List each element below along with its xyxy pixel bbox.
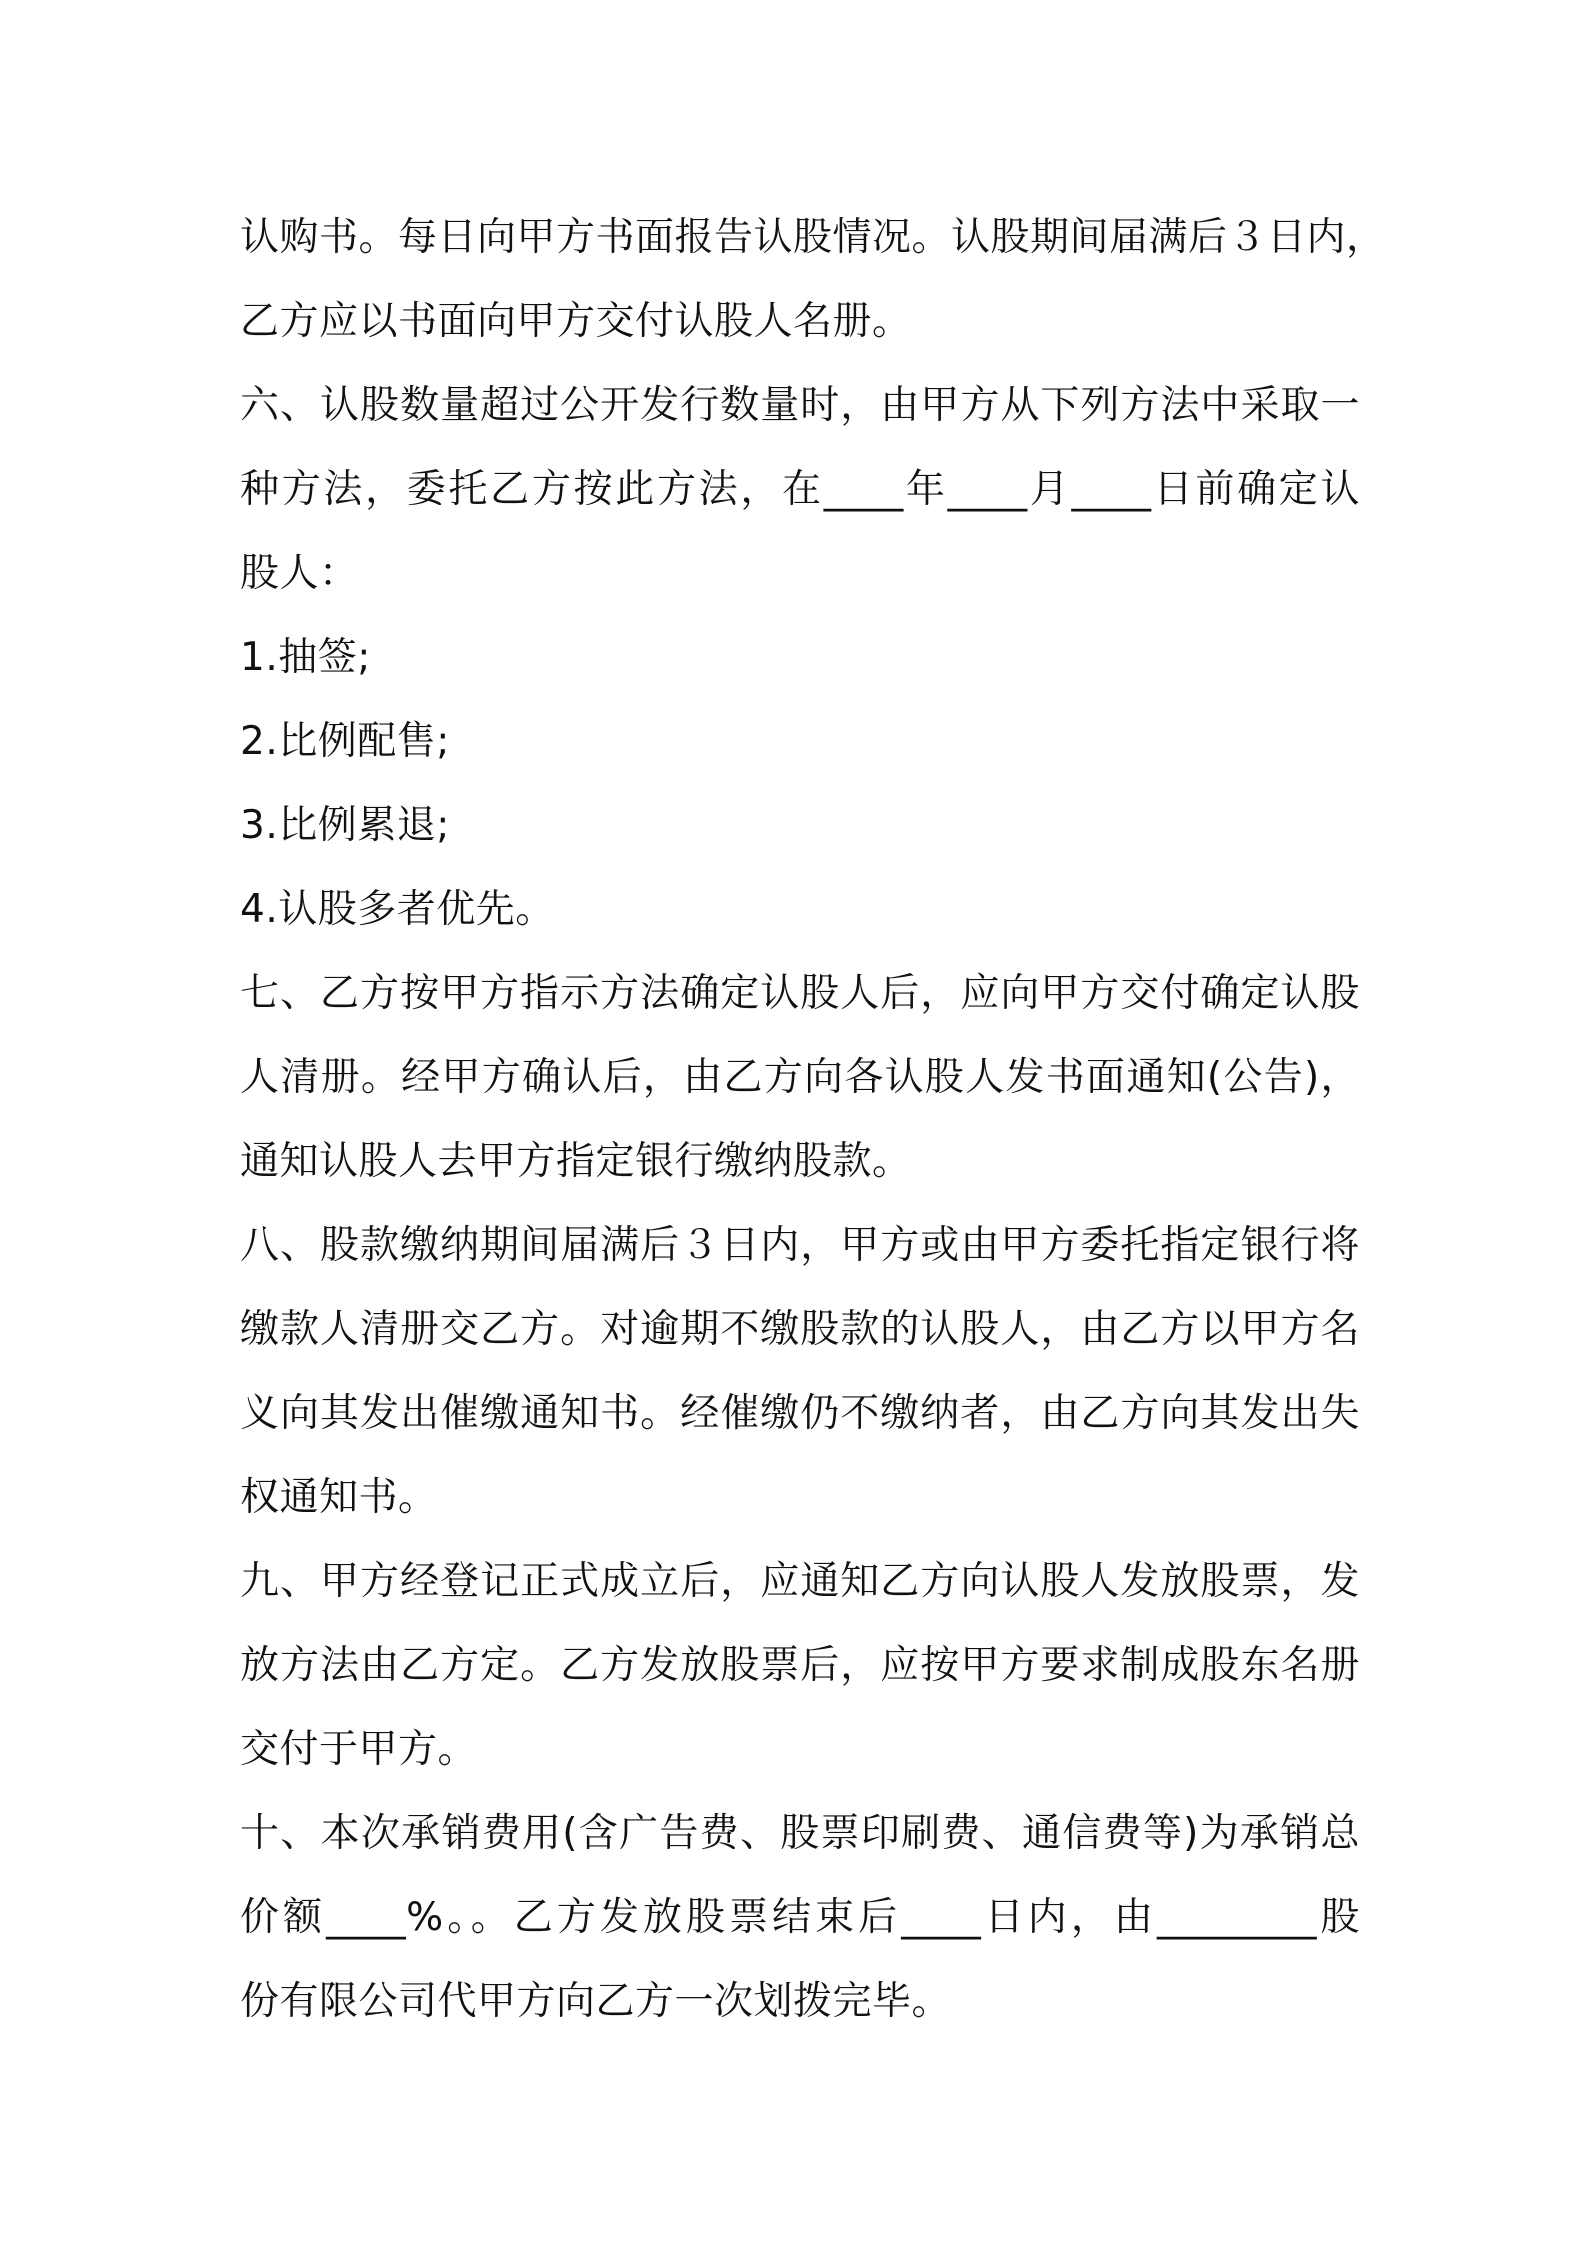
text-line: 人清册。经甲方确认后，由乙方向各认股人发书面通知(公告)，	[240, 1055, 1360, 1100]
text-line: 交付于甲方。	[240, 1727, 478, 1772]
text-line: 义向其发出催缴通知书。经催缴仍不缴纳者，由乙方向其发出失	[240, 1391, 1360, 1436]
text-line: 七、乙方按甲方指示方法确定认股人后，应向甲方交付确定认股	[240, 971, 1360, 1016]
text-line: 价额____%。。乙方发放股票结束后____日内，由________股	[240, 1895, 1360, 1940]
text-line: 股人：	[240, 551, 359, 596]
text-line: 认购书。每日向甲方书面报告认股情况。认股期间届满后３日内，	[240, 215, 1386, 260]
text-line: 份有限公司代甲方向乙方一次划拨完毕。	[240, 1979, 952, 2024]
text-line: 1.抽签;	[240, 635, 371, 680]
text-line: 乙方应以书面向甲方交付认股人名册。	[240, 299, 912, 344]
document-body	[240, 196, 1386, 2044]
text-line: 八、股款缴纳期间届满后３日内，甲方或由甲方委托指定银行将	[240, 1223, 1360, 1268]
text-line: 2.比例配售;	[240, 719, 450, 764]
text-line: 十、本次承销费用(含广告费、股票印刷费、通信费等)为承销总	[240, 1811, 1360, 1856]
text-line: 放方法由乙方定。乙方发放股票后，应按甲方要求制成股东名册	[240, 1643, 1360, 1688]
text-line: 种方法，委托乙方按此方法，在____年____月____日前确定认	[240, 467, 1360, 512]
text-line: 九、甲方经登记正式成立后，应通知乙方向认股人发放股票，发	[240, 1559, 1360, 1604]
text-line: 3.比例累退;	[240, 803, 450, 848]
text-line: 通知认股人去甲方指定银行缴纳股款。	[240, 1139, 912, 1184]
text-line: 缴款人清册交乙方。对逾期不缴股款的认股人，由乙方以甲方名	[240, 1307, 1360, 1352]
text-line: 4.认股多者优先。	[240, 887, 555, 932]
text-line: 权通知书。	[240, 1475, 438, 1520]
text-line: 六、认股数量超过公开发行数量时，由甲方从下列方法中采取一	[240, 383, 1360, 428]
